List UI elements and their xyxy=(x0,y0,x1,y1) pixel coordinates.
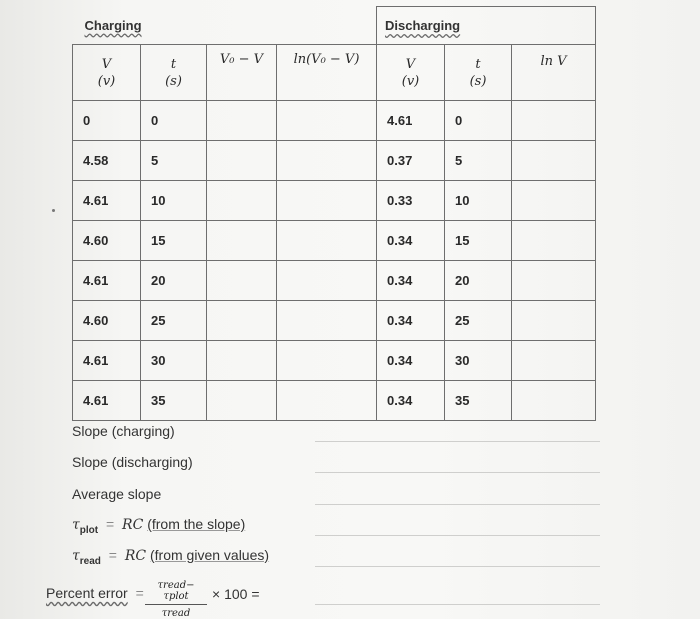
answer-line-percent-error xyxy=(315,604,600,605)
cell-t-charge: 5 xyxy=(141,141,207,181)
cell-t-charge: 35 xyxy=(141,381,207,421)
percent-error-fraction xyxy=(145,580,207,619)
cell-v-charge: 0 xyxy=(73,101,141,141)
answer-line-slope-charging xyxy=(315,441,600,442)
cell-v0-minus-v xyxy=(207,381,277,421)
header-v-charge: V (v) xyxy=(73,45,141,101)
cell-ln-v xyxy=(512,141,596,181)
cell-v0-minus-v xyxy=(207,181,277,221)
tau-read-equals: = xyxy=(108,547,117,563)
cell-ln-v xyxy=(512,261,596,301)
header-v-discharge: V (v) xyxy=(377,45,445,101)
cell-v-charge: 4.61 xyxy=(73,261,141,301)
tau-plot-source: (from the slope) xyxy=(147,516,246,532)
fraction-numerator: τread− τplot xyxy=(145,580,207,605)
cell-t-discharge: 30 xyxy=(445,341,512,381)
fraction-denominator: τread xyxy=(161,608,191,619)
tau-plot-equation xyxy=(72,516,246,536)
cell-ln-v0-minus-v xyxy=(277,381,377,421)
cell-ln-v xyxy=(512,101,596,141)
cell-ln-v0-minus-v xyxy=(277,301,377,341)
cell-ln-v xyxy=(512,221,596,261)
tau-plot-equals: = xyxy=(105,516,115,532)
title-row xyxy=(73,7,596,45)
cell-v0-minus-v xyxy=(207,341,277,381)
cell-t-charge: 15 xyxy=(141,221,207,261)
header-ln-v0-minus-v: ln(V₀ − V) xyxy=(277,45,377,101)
tau-plot-symbol: τ xyxy=(72,517,80,533)
table-row xyxy=(73,141,596,181)
cell-v0-minus-v xyxy=(207,221,277,261)
tau-read-source: (from given values) xyxy=(150,547,270,563)
cell-ln-v xyxy=(512,381,596,421)
cell-v-charge: 4.61 xyxy=(73,181,141,221)
cell-t-discharge: 35 xyxy=(445,381,512,421)
cell-v-discharge: 0.34 xyxy=(377,381,445,421)
header-row xyxy=(73,45,596,101)
table-row xyxy=(73,101,596,141)
stray-dot xyxy=(52,209,55,212)
cell-ln-v0-minus-v xyxy=(277,181,377,221)
cell-ln-v0-minus-v xyxy=(277,101,377,141)
tau-read-rc: RC xyxy=(124,548,147,564)
cell-ln-v0-minus-v xyxy=(277,341,377,381)
cell-ln-v0-minus-v xyxy=(277,141,377,181)
tau-plot-rc: RC xyxy=(122,517,144,533)
cell-v-discharge: 0.34 xyxy=(377,221,445,261)
average-slope-label: Average slope xyxy=(72,486,162,502)
cell-v-discharge: 0.33 xyxy=(377,181,445,221)
tau-read-symbol: τ xyxy=(72,548,80,564)
header-ln-v: ln V xyxy=(512,45,596,101)
discharging-title: Discharging xyxy=(377,7,596,45)
tau-read-subscript: read xyxy=(79,556,101,567)
answer-line-slope-discharging xyxy=(315,472,600,473)
cell-t-charge: 20 xyxy=(141,261,207,301)
table-row xyxy=(73,221,596,261)
cell-v-charge: 4.60 xyxy=(73,221,141,261)
table-row xyxy=(73,381,596,421)
percent-error-label: Percent error = xyxy=(46,585,144,601)
cell-t-charge: 30 xyxy=(141,341,207,381)
cell-v-discharge: 4.61 xyxy=(377,101,445,141)
cell-t-charge: 25 xyxy=(141,301,207,341)
cell-v-charge: 4.61 xyxy=(73,381,141,421)
times-100-label: × 100 = xyxy=(212,586,260,602)
answer-line-average-slope xyxy=(315,504,600,505)
header-t-charge: t (s) xyxy=(141,45,207,101)
cell-v0-minus-v xyxy=(207,261,277,301)
cell-t-discharge: 5 xyxy=(445,141,512,181)
slope-discharging-label: Slope (discharging) xyxy=(72,454,193,470)
cell-v0-minus-v xyxy=(207,141,277,181)
charging-title: Charging xyxy=(73,7,377,45)
cell-t-discharge: 0 xyxy=(445,101,512,141)
header-v0-minus-v: V₀ − V xyxy=(207,45,277,101)
data-table xyxy=(72,6,596,421)
cell-v-discharge: 0.34 xyxy=(377,301,445,341)
table-row xyxy=(73,301,596,341)
cell-t-discharge: 20 xyxy=(445,261,512,301)
cell-ln-v xyxy=(512,301,596,341)
cell-v-charge: 4.58 xyxy=(73,141,141,181)
table-row xyxy=(73,181,596,221)
cell-v-discharge: 0.34 xyxy=(377,261,445,301)
cell-ln-v0-minus-v xyxy=(277,261,377,301)
slope-charging-label: Slope (charging) xyxy=(72,423,175,439)
cell-v-discharge: 0.37 xyxy=(377,141,445,181)
answer-line-tau-plot xyxy=(315,535,600,536)
tau-plot-subscript: plot xyxy=(79,525,99,536)
cell-v-charge: 4.60 xyxy=(73,301,141,341)
cell-t-charge: 0 xyxy=(141,101,207,141)
cell-t-discharge: 15 xyxy=(445,221,512,261)
header-t-discharge: t (s) xyxy=(445,45,512,101)
answer-line-tau-read xyxy=(315,566,600,567)
table-row xyxy=(73,341,596,381)
percent-error-equals: = xyxy=(135,585,144,601)
cell-ln-v xyxy=(512,181,596,221)
cell-ln-v0-minus-v xyxy=(277,221,377,261)
cell-t-discharge: 10 xyxy=(445,181,512,221)
table-row xyxy=(73,261,596,301)
cell-v-charge: 4.61 xyxy=(73,341,141,381)
cell-t-charge: 10 xyxy=(141,181,207,221)
cell-v0-minus-v xyxy=(207,101,277,141)
cell-v0-minus-v xyxy=(207,301,277,341)
cell-v-discharge: 0.34 xyxy=(377,341,445,381)
cell-t-discharge: 25 xyxy=(445,301,512,341)
tau-read-equation xyxy=(72,547,270,567)
cell-ln-v xyxy=(512,341,596,381)
